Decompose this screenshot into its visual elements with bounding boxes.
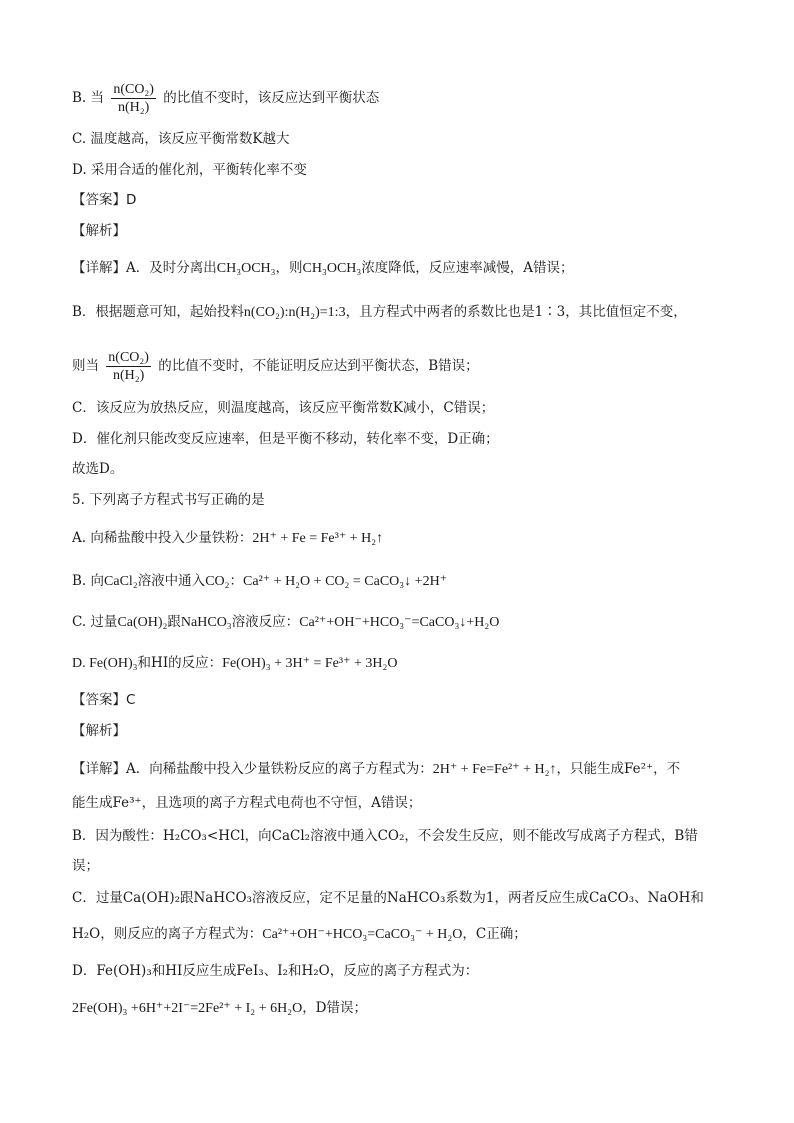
q4-detail-a-pre: 【详解】A．及时分离出 bbox=[72, 260, 217, 276]
q4-detail-a bbox=[72, 258, 754, 279]
q5-detail-c-line1: C．过量Ca(OH)₂跟NaHCO₃溶液反应，定不足量的NaHCO₃系数为1，两者反应生成CaCO₃、NaOH和 bbox=[72, 890, 704, 906]
q5-option-d-equation: Fe(OH)₃ + 3H⁺ = Fe³⁺ + 3H₂O bbox=[222, 656, 398, 671]
q4-detail-d: D．催化剂只能改变反应速率，但是平衡不移动，转化率不变，D正确； bbox=[72, 431, 499, 447]
q5-detail-a-line1 bbox=[72, 759, 754, 780]
q5-detail-a1-pre: 【详解】A．向稀盐酸中投入少量铁粉反应的离子方程式为： bbox=[72, 761, 433, 777]
q5-option-c-text3: 溶液反应： bbox=[231, 614, 300, 630]
q5-analysis-heading: 【解析】 bbox=[72, 723, 126, 739]
q4-option-b-fraction bbox=[111, 82, 156, 115]
q5-detail-a1-equation: 2H⁺ + Fe=Fe²⁺ + H₂↑ bbox=[432, 762, 557, 777]
q4-detail-b2-post: 的比值不变时，不能证明反应达到平衡状态，B错误； bbox=[158, 358, 479, 374]
q5-option-b bbox=[72, 571, 754, 592]
q4-option-b bbox=[72, 82, 754, 115]
q5-option-d bbox=[72, 653, 754, 674]
q5-detail-c2-pre: H₂O，则反应的离子方程式为： bbox=[72, 926, 263, 942]
q5-option-b-equation: Ca²⁺ + H₂O + CO₂ = CaCO₃↓ +2H⁺ bbox=[243, 574, 448, 589]
q5-option-c-text2: 跟 bbox=[167, 614, 181, 630]
q5-stem: 5. 下列离子方程式书写正确的是 bbox=[72, 492, 265, 508]
q5-detail-d-line2 bbox=[72, 998, 754, 1019]
q5-option-d-text: 和HI的反应： bbox=[137, 655, 223, 671]
q4-detail-c: C．该反应为放热反应，则温度越高，该反应平衡常数K减小，C错误； bbox=[72, 400, 495, 416]
q5-option-c-equation: Ca²⁺+OH⁻+HCO₃⁻=CaCO₃↓+H₂O bbox=[299, 615, 500, 630]
q5-answer: 【答案】C bbox=[72, 692, 136, 708]
q4-option-b-label: B. 当 bbox=[72, 90, 105, 106]
formula-nahco3: NaHCO₃ bbox=[180, 615, 232, 630]
formula-caoh2: Ca(OH)₂ bbox=[117, 615, 168, 630]
q5-detail-d2-post: ，D错误； bbox=[302, 1000, 368, 1016]
q4-detail-b-fraction bbox=[106, 350, 151, 383]
q5-option-b-text1: B. 向 bbox=[72, 573, 105, 589]
q5-option-a bbox=[72, 528, 754, 549]
q4-analysis-heading: 【解析】 bbox=[72, 223, 126, 239]
formula-co2: CO₂ bbox=[205, 574, 230, 589]
q4-option-b-tail: 的比值不变时，该反应达到平衡状态 bbox=[163, 90, 380, 106]
q4-detail-b-line1 bbox=[72, 302, 754, 323]
q5-detail-c2-post: ，C正确； bbox=[462, 926, 527, 942]
q4-option-d: D. 采用合适的催化剂，平衡转化率不变 bbox=[72, 162, 307, 178]
q5-detail-d2-equation: 2Fe(OH)₃ +6H⁺+2I⁻=2Fe²⁺ + I₂ + 6H₂O bbox=[72, 1001, 303, 1016]
q5-detail-d-line1: D．Fe(OH)₃和HI反应生成FeI₃、I₂和H₂O，反应的离子方程式为： bbox=[72, 963, 479, 979]
q5-detail-c2-equation: Ca²⁺+OH⁻+HCO₃=CaCO₃⁻ + H₂O bbox=[262, 927, 463, 942]
formula-ch3och3: CH₃OCH₃ bbox=[216, 261, 276, 276]
formula-ch3och3-2: CH₃OCH₃ bbox=[302, 261, 362, 276]
q4-detail-b-line2 bbox=[72, 350, 754, 383]
q4-conclusion: 故选D。 bbox=[72, 461, 124, 477]
q5-option-c bbox=[72, 612, 754, 633]
fraction-denominator: n(H₂) bbox=[117, 100, 150, 115]
fraction-numerator: n(CO₂) bbox=[108, 350, 149, 365]
q5-detail-b-line2: 误； bbox=[72, 858, 99, 874]
q4-answer: 【答案】D bbox=[72, 192, 137, 208]
q4-detail-b2-pre: 则当 bbox=[72, 358, 99, 374]
fraction-denominator: n(H₂) bbox=[112, 368, 145, 383]
q4-detail-b1-pre: B．根据题意可知，起始投料 bbox=[72, 304, 244, 320]
fraction-numerator: n(CO₂) bbox=[113, 82, 154, 97]
q4-option-c: C. 温度越高，该反应平衡常数K越大 bbox=[72, 131, 290, 147]
q5-option-c-text1: C. 过量 bbox=[72, 614, 118, 630]
q5-option-b-colon: ： bbox=[229, 573, 244, 589]
q5-option-b-text2: 溶液中通入 bbox=[137, 573, 206, 589]
formula-feoh3: D. Fe(OH)₃ bbox=[72, 656, 138, 671]
q5-detail-c-line2 bbox=[72, 924, 754, 945]
q5-detail-b-line1: B．因为酸性：H₂CO₃<HCl，向CaCl₂溶液中通入CO₂，不会发生反应，则不能改写成离子方程式，B错 bbox=[72, 828, 698, 844]
q5-option-a-equation: 2H⁺ + Fe = Fe³⁺ + H₂↑ bbox=[252, 531, 384, 546]
formula-ratio: n(CO₂):n(H₂)=1:3 bbox=[243, 305, 346, 320]
q5-detail-a1-post: ，只能生成Fe²⁺，不 bbox=[556, 761, 681, 777]
formula-cacl2: CaCl₂ bbox=[104, 574, 138, 589]
q4-detail-a-post: 浓度降低，反应速率减慢，A错误； bbox=[361, 260, 574, 276]
q5-detail-a-line2: 能生成Fe³⁺，且选项的离子方程式电荷也不守恒，A错误； bbox=[72, 795, 422, 811]
q4-detail-b1-post: ，且方程式中两者的系数比也是1∶3，其比值恒定不变， bbox=[345, 304, 687, 320]
q5-option-a-text: A. 向稀盐酸中投入少量铁粉： bbox=[72, 530, 253, 546]
q4-detail-a-mid: ，则 bbox=[275, 260, 303, 276]
